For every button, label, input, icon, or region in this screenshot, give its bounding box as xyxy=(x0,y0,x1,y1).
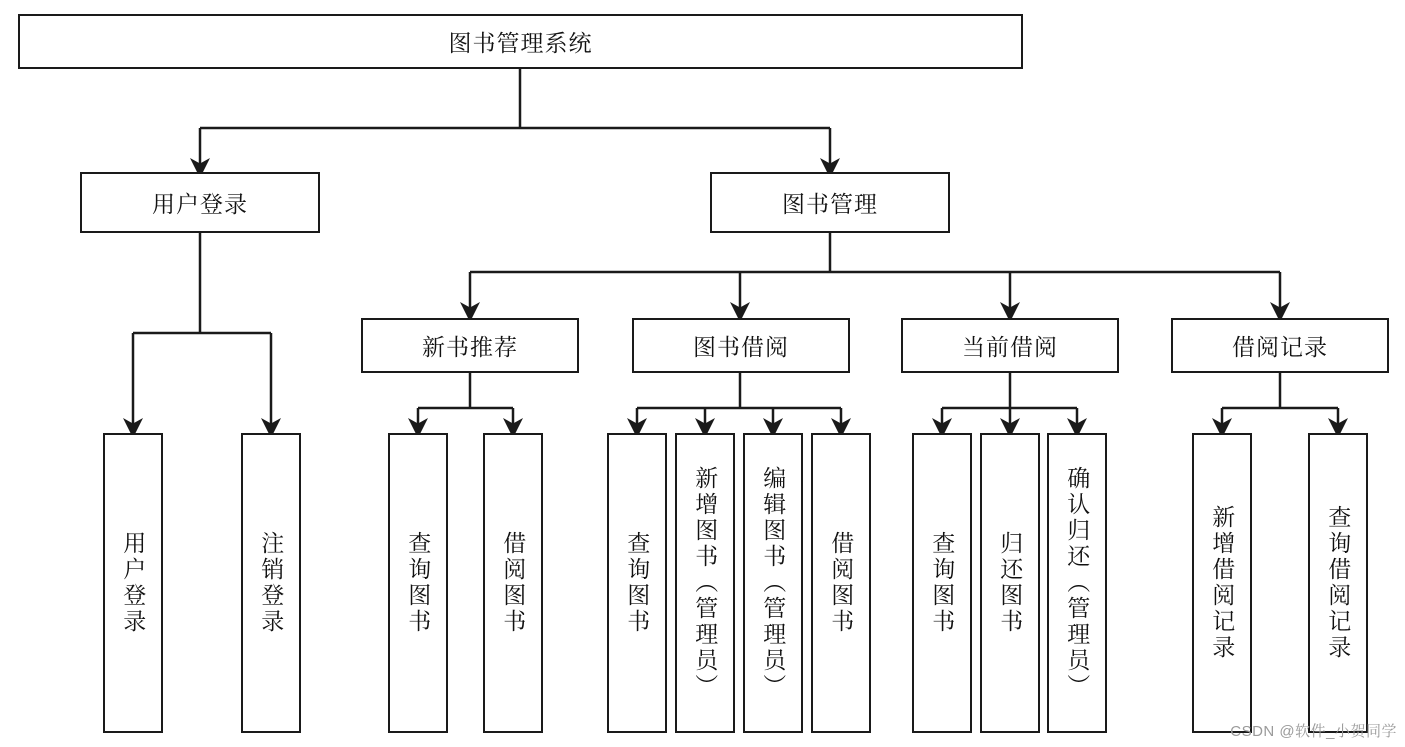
node-leaf-add-book-label: 新增图书（管理员） xyxy=(692,466,719,700)
node-leaf-query-book-2[interactable] xyxy=(607,433,667,733)
node-leaf-return-book[interactable] xyxy=(980,433,1040,733)
node-leaf-return-book-label: 归还图书 xyxy=(997,531,1024,635)
node-leaf-add-record-label: 新增借阅记录 xyxy=(1209,505,1236,661)
node-current-borrow[interactable] xyxy=(901,318,1119,373)
node-new-book-recommend-label: 新书推荐 xyxy=(422,334,518,360)
node-leaf-query-book-1-label: 查询图书 xyxy=(405,531,432,635)
node-leaf-borrow-book-2-label: 借阅图书 xyxy=(828,531,855,635)
node-leaf-logout[interactable] xyxy=(241,433,301,733)
node-leaf-confirm-return-label: 确认归还（管理员） xyxy=(1064,466,1091,700)
node-leaf-borrow-book-1-label: 借阅图书 xyxy=(500,531,527,635)
node-leaf-edit-book[interactable] xyxy=(743,433,803,733)
node-leaf-logout-label: 注销登录 xyxy=(258,531,285,635)
node-leaf-query-book-3[interactable] xyxy=(912,433,972,733)
node-book-management-label: 图书管理 xyxy=(782,191,878,217)
node-leaf-edit-book-label: 编辑图书（管理员） xyxy=(760,466,787,700)
node-leaf-borrow-book-1[interactable] xyxy=(483,433,543,733)
node-leaf-user-login[interactable] xyxy=(103,433,163,733)
node-root-label: 图书管理系统 xyxy=(448,30,593,56)
node-user-login[interactable] xyxy=(80,172,320,233)
node-leaf-confirm-return[interactable] xyxy=(1047,433,1107,733)
node-borrow-records[interactable] xyxy=(1171,318,1389,373)
node-current-borrow-label: 当前借阅 xyxy=(962,334,1058,360)
node-new-book-recommend[interactable] xyxy=(361,318,579,373)
node-leaf-query-book-3-label: 查询图书 xyxy=(929,531,956,635)
node-leaf-query-record-label: 查询借阅记录 xyxy=(1325,505,1352,661)
node-leaf-query-record[interactable] xyxy=(1308,433,1368,733)
node-book-management[interactable] xyxy=(710,172,950,233)
watermark-text: CSDN @软件_小贺同学 xyxy=(1230,723,1397,740)
node-leaf-query-book-1[interactable] xyxy=(388,433,448,733)
node-borrow-records-label: 借阅记录 xyxy=(1232,334,1328,360)
node-book-borrow-label: 图书借阅 xyxy=(693,334,789,360)
node-leaf-user-login-label: 用户登录 xyxy=(120,531,147,635)
node-leaf-add-record[interactable] xyxy=(1192,433,1252,733)
node-root[interactable] xyxy=(18,14,1023,69)
node-leaf-add-book[interactable] xyxy=(675,433,735,733)
node-leaf-query-book-2-label: 查询图书 xyxy=(624,531,651,635)
node-user-login-label: 用户登录 xyxy=(152,191,248,217)
node-book-borrow[interactable] xyxy=(632,318,850,373)
node-leaf-borrow-book-2[interactable] xyxy=(811,433,871,733)
